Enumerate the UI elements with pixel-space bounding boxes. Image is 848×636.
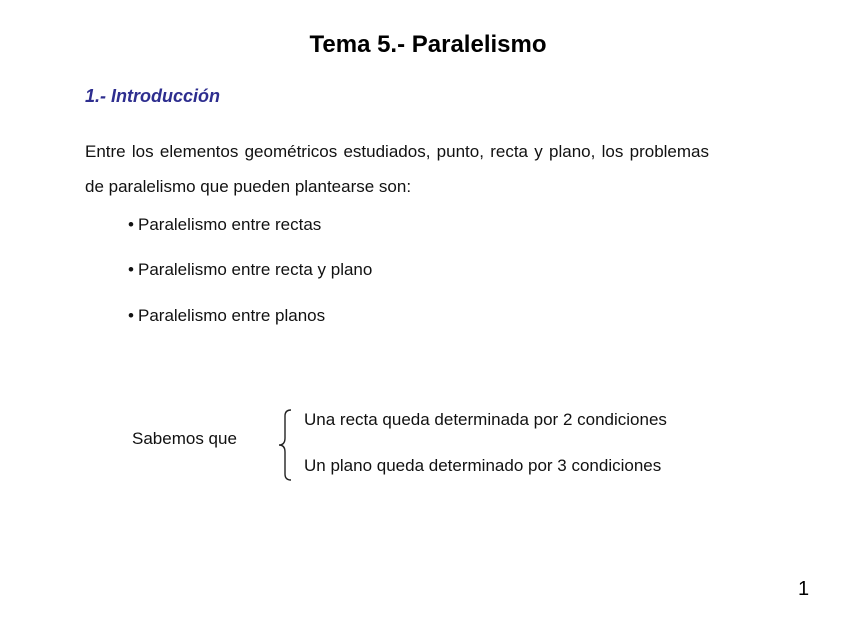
condition-recta: Una recta queda determinada por 2 condiciones: [304, 410, 667, 429]
bullet-dot-icon: •: [128, 306, 134, 325]
bullet-item: [128, 306, 325, 326]
bullet-item: [128, 260, 372, 280]
bullet-dot-icon: •: [128, 215, 134, 234]
section-heading: 1.- Introducción: [85, 86, 220, 106]
page-number: 1: [798, 578, 810, 600]
bullet-text: Paralelismo entre recta y plano: [138, 260, 373, 279]
condition-plano: Un plano queda determinado por 3 condiciones: [304, 456, 662, 475]
bullet-text: Paralelismo entre planos: [138, 306, 326, 325]
page-title: Tema 5.- Paralelismo: [309, 31, 547, 58]
bullet-text: Paralelismo entre rectas: [138, 215, 322, 234]
curly-brace-icon: [276, 408, 296, 482]
bullet-item: [128, 215, 321, 235]
sabemos-label: Sabemos que: [132, 429, 237, 448]
intro-paragraph: Entre los elementos geométricos estudiados, punto, recta y plano, los problemas de paralelismo que pueden plantearse son:: [85, 142, 709, 196]
bullet-dot-icon: •: [128, 260, 134, 279]
